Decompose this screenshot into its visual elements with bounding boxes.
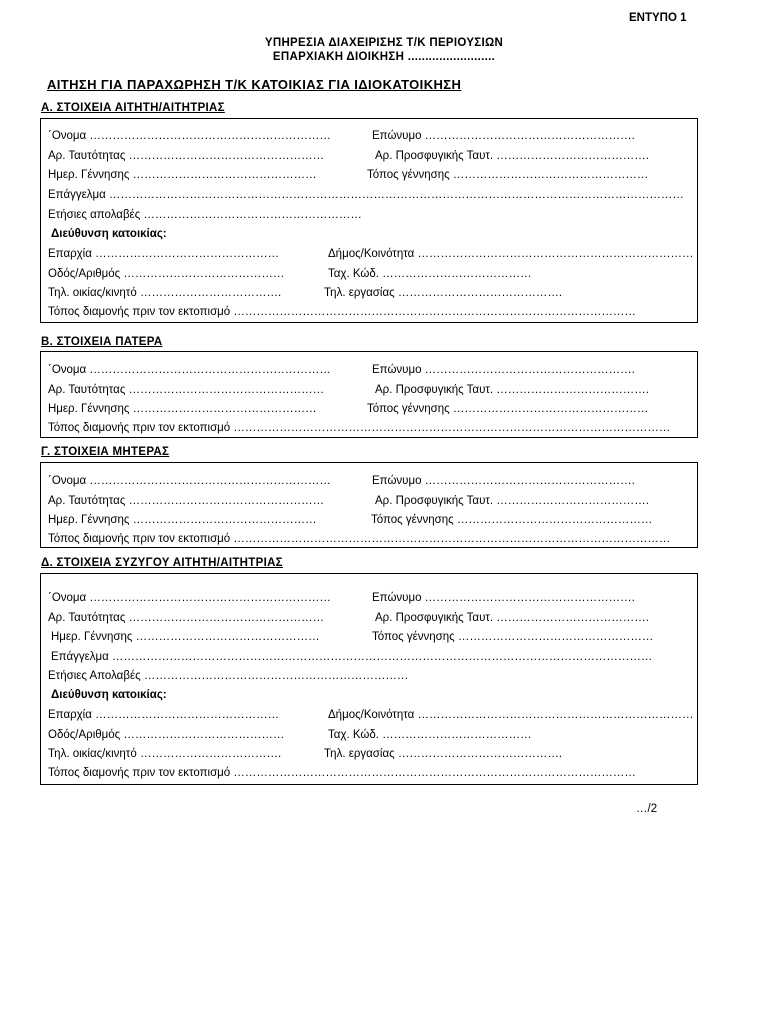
field-birth-date[interactable]: Ημερ. Γέννησης ………………………………………… bbox=[48, 169, 317, 181]
field-municipality[interactable]: Δήμος/Κοινότητα ……………………………………………………………… bbox=[328, 248, 694, 260]
field-birth-place[interactable]: Τόπος γέννησης …………………………………………… bbox=[367, 403, 649, 415]
field-id-number[interactable]: Αρ. Ταυτότητας …………………………………………… bbox=[48, 495, 325, 507]
field-birth-place[interactable]: Τόπος γέννησης …………………………………………… bbox=[371, 514, 653, 526]
section-c-title: Γ. ΣΤΟΙΧΕΙΑ ΜΗΤΕΡΑΣ bbox=[41, 446, 170, 458]
field-occupation[interactable]: Επάγγελμα …………………………………………………………………………………………………………………………… bbox=[51, 651, 653, 663]
field-birth-date[interactable]: Ημερ. Γέννησης ………………………………………… bbox=[51, 631, 320, 643]
field-id-number[interactable]: Αρ. Ταυτότητας …………………………………………… bbox=[48, 384, 325, 396]
page-continuation: …/2 bbox=[636, 803, 658, 815]
field-street[interactable]: Οδός/Αριθμός …………………………………… bbox=[48, 729, 285, 741]
field-street[interactable]: Οδός/Αριθμός …………………………………… bbox=[48, 268, 285, 280]
field-id-number[interactable]: Αρ. Ταυτότητας …………………………………………… bbox=[48, 612, 325, 624]
field-surname[interactable]: Επώνυμο ………………………………………………. bbox=[372, 130, 635, 142]
section-c-box bbox=[40, 462, 698, 548]
field-id-number[interactable]: Αρ. Ταυτότητας …………………………………………… bbox=[48, 150, 325, 162]
field-prev-residence[interactable]: Τόπος διαμονής πριν τον εκτοπισμό …………………………………………………………………………………………………… bbox=[48, 422, 671, 434]
field-birth-place[interactable]: Τόπος γέννησης …………………………………………… bbox=[372, 631, 654, 643]
field-refugee-id[interactable]: Αρ. Προσφυγικής Ταυτ. …………………………………. bbox=[375, 495, 649, 507]
section-a-box bbox=[40, 118, 698, 323]
field-birth-date[interactable]: Ημερ. Γέννησης ………………………………………… bbox=[48, 403, 317, 415]
field-surname[interactable]: Επώνυμο ………………………………………………. bbox=[372, 475, 635, 487]
field-home-phone[interactable]: Τηλ. οικίας/κινητό ………………………………. bbox=[48, 287, 282, 299]
field-postcode[interactable]: Ταχ. Κώδ. ………………………………… bbox=[328, 729, 532, 741]
field-prev-residence[interactable]: Τόπος διαμονής πριν τον εκτοπισμό …………………………………………………………………………………………………… bbox=[48, 533, 671, 545]
field-first-name[interactable]: ΄Ονομα ……………………………………………………… bbox=[48, 475, 331, 487]
section-b-box bbox=[40, 351, 698, 438]
field-work-phone[interactable]: Τηλ. εργασίας ……………………………………. bbox=[324, 748, 563, 760]
section-a-title: Α. ΣΤΟΙΧΕΙΑ ΑΙΤΗΤΗ/ΑΙΤΗΤΡΙΑΣ bbox=[41, 102, 225, 114]
field-refugee-id[interactable]: Αρ. Προσφυγικής Ταυτ. …………………………………. bbox=[375, 384, 649, 396]
field-home-phone[interactable]: Τηλ. οικίας/κινητό ………………………………. bbox=[48, 748, 282, 760]
section-d-title: Δ. ΣΤΟΙΧΕΙΑ ΣΥΖΥΓΟΥ ΑΙΤΗΤΗ/ΑΙΤΗΤΡΙΑΣ bbox=[41, 557, 283, 569]
field-refugee-id[interactable]: Αρ. Προσφυγικής Ταυτ. …………………………………. bbox=[375, 150, 649, 162]
field-first-name[interactable]: ΄Ονομα ……………………………………………………… bbox=[48, 592, 331, 604]
field-district[interactable]: Επαρχία ………………………………………… bbox=[48, 248, 280, 260]
field-work-phone[interactable]: Τηλ. εργασίας ……………………………………. bbox=[324, 287, 563, 299]
section-b-title: Β. ΣΤΟΙΧΕΙΑ ΠΑΤΕΡΑ bbox=[41, 336, 163, 348]
field-first-name[interactable]: ΄Ονομα ……………………………………………………… bbox=[48, 130, 331, 142]
field-annual-income[interactable]: Ετήσιες απολαβές ………………………………………………… bbox=[48, 209, 362, 221]
field-occupation[interactable]: Επάγγελμα …………………………………………………………………………………………………………………………………… bbox=[48, 189, 684, 201]
field-municipality[interactable]: Δήμος/Κοινότητα ……………………………………………………………… bbox=[328, 709, 694, 721]
document-title: ΑΙΤΗΣΗ ΓΙΑ ΠΑΡΑΧΩΡΗΣΗ Τ/Κ ΚΑΤΟΙΚΙΑΣ ΓΙΑ ΙΔΙΟΚΑΤΟΙΚΗΣΗ bbox=[47, 77, 462, 92]
field-first-name[interactable]: ΄Ονομα ……………………………………………………… bbox=[48, 364, 331, 376]
address-heading: Διεύθυνση κατοικίας: bbox=[51, 228, 167, 240]
field-prev-residence[interactable]: Τόπος διαμονής πριν τον εκτοπισμό …………………………………………………………………………………………… bbox=[48, 306, 636, 318]
field-annual-income[interactable]: Ετήσιες Απολαβές …………………………………………………………… bbox=[48, 670, 409, 682]
section-d-box bbox=[40, 573, 698, 785]
field-postcode[interactable]: Ταχ. Κώδ. ………………………………… bbox=[328, 268, 532, 280]
field-district[interactable]: Επαρχία ………………………………………… bbox=[48, 709, 280, 721]
field-birth-place[interactable]: Τόπος γέννησης …………………………………………… bbox=[367, 169, 649, 181]
field-birth-date[interactable]: Ημερ. Γέννησης ………………………………………… bbox=[48, 514, 317, 526]
field-refugee-id[interactable]: Αρ. Προσφυγικής Ταυτ. …………………………………. bbox=[375, 612, 649, 624]
field-surname[interactable]: Επώνυμο ………………………………………………. bbox=[372, 592, 635, 604]
service-name: ΥΠΗΡΕΣΙΑ ΔΙΑΧΕΙΡΙΣΗΣ Τ/Κ ΠΕΡΙΟΥΣΙΩΝ bbox=[264, 37, 504, 49]
address-heading: Διεύθυνση κατοικίας: bbox=[51, 689, 167, 701]
field-prev-residence[interactable]: Τόπος διαμονής πριν τον εκτοπισμό …………………………………………………………………………………………… bbox=[48, 767, 636, 779]
form-code: ΕΝΤΥΠΟ 1 bbox=[629, 12, 687, 24]
district-admin: ΕΠΑΡΧΙΑΚΗ ΔΙΟΙΚΗΣΗ ......................... bbox=[272, 51, 496, 63]
field-surname[interactable]: Επώνυμο ………………………………………………. bbox=[372, 364, 635, 376]
